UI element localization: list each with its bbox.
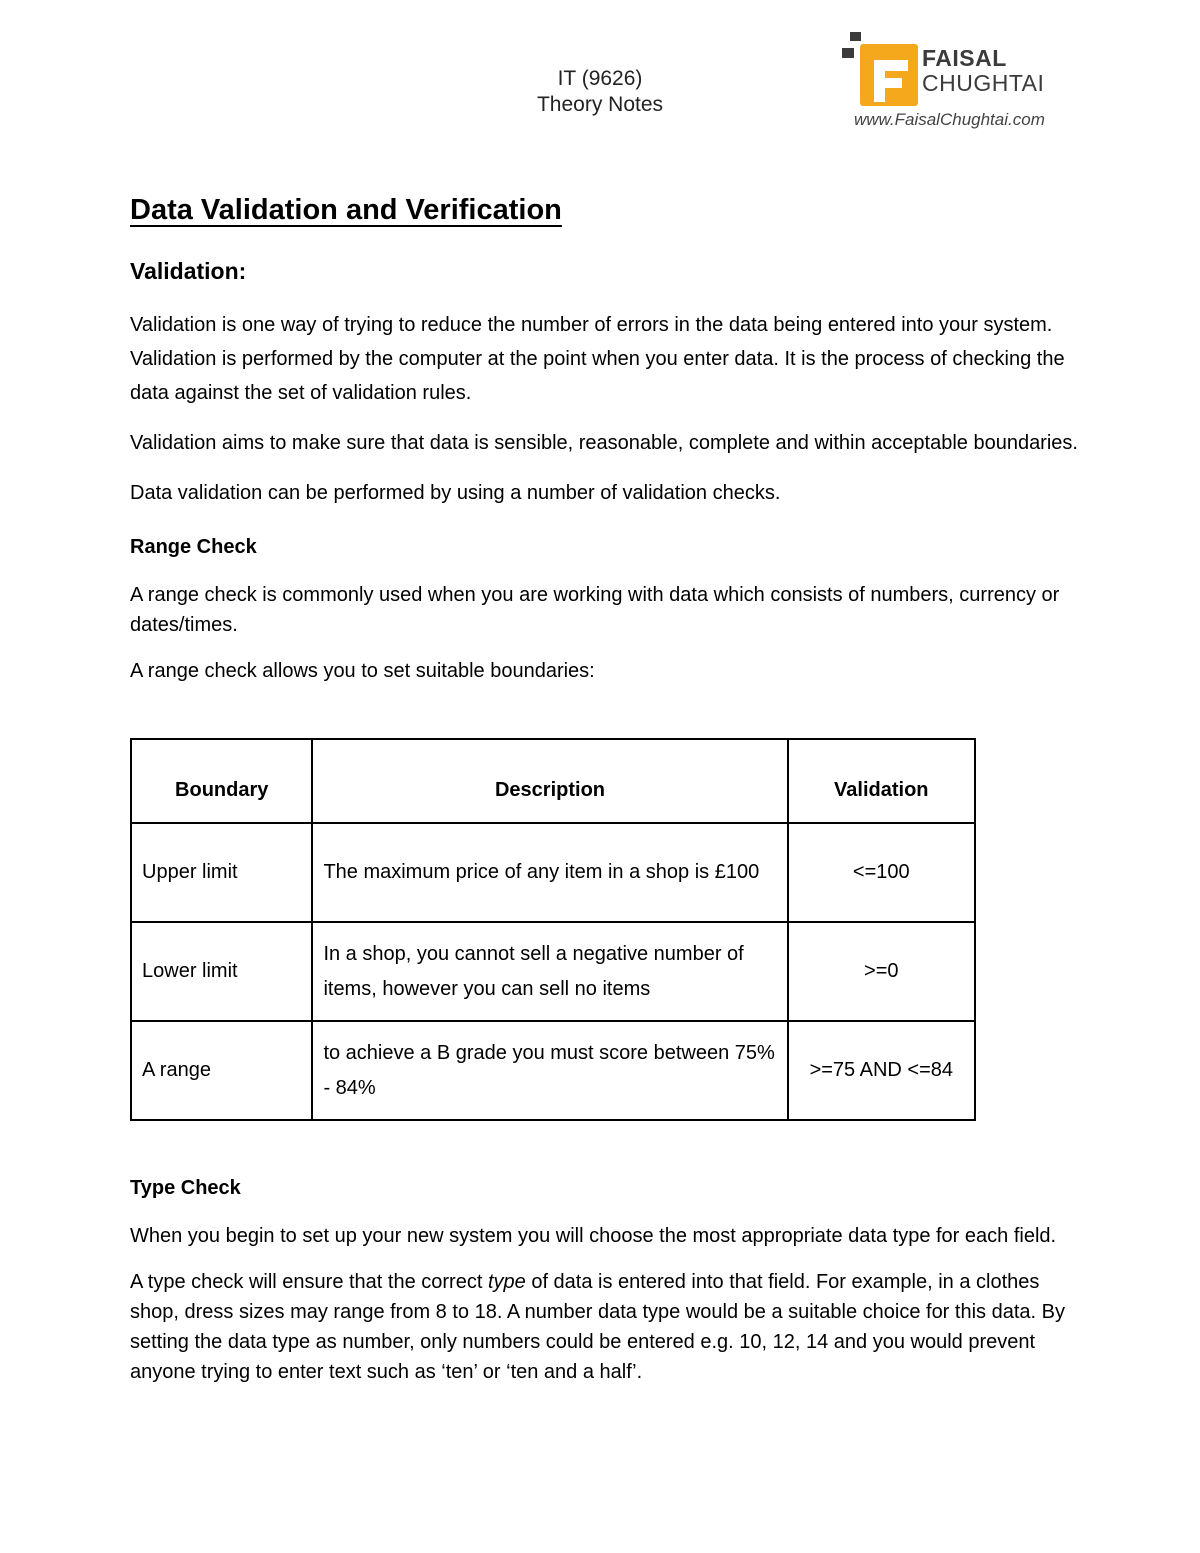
table-header-boundary: Boundary	[131, 739, 312, 823]
faisal-chughtai-logo	[838, 30, 1078, 135]
validation-paragraph-3: Data validation can be performed by using a number of validation checks.	[130, 482, 781, 504]
header-subtitle: Theory Notes	[536, 93, 664, 116]
validation-paragraph-2: Validation aims to make sure that data is sensible, reasonable, complete and within acceptable boundaries.	[130, 432, 1078, 454]
range-check-paragraph-1: A range check is commonly used when you are working with data which consists of numbers, currency or dates/times.	[130, 584, 1060, 636]
table-header-description: Description	[312, 739, 787, 823]
table-cell-boundary: A range	[131, 1021, 312, 1120]
validation-paragraph-1: Validation is one way of trying to reduce the number of errors in the data being entered into your system. Validation is performed by the computer at the point when you enter data. It is the process of checking the data against the set of validation rules.	[130, 314, 1065, 404]
logo-line2: CHUGHTAI	[922, 70, 1045, 96]
table-cell-boundary: Upper limit	[131, 823, 312, 922]
page-title: Data Validation and Verification	[130, 194, 562, 226]
table-cell-description: to achieve a B grade you must score between 75% - 84%	[312, 1021, 787, 1120]
logo-url: www.FaisalChughtai.com	[854, 110, 1045, 129]
table-cell-boundary: Lower limit	[131, 922, 312, 1021]
header-subject: IT (9626)	[557, 67, 643, 90]
table-cell-description: The maximum price of any item in a shop is £100	[312, 823, 787, 922]
table-row	[131, 922, 975, 1021]
type-check-heading: Type Check	[130, 1177, 241, 1199]
table-cell-description: In a shop, you cannot sell a negative number of items, however you can sell no items	[312, 922, 787, 1021]
table-cell-validation: <=100	[788, 823, 975, 922]
validation-heading: Validation:	[130, 258, 247, 284]
table-cell-validation: >=0	[788, 922, 975, 1021]
range-check-heading: Range Check	[130, 536, 257, 558]
table-row	[131, 823, 975, 922]
type-check-text-emphasis: type	[487, 1271, 526, 1293]
logo-name	[922, 46, 1044, 96]
table-cell-validation: >=75 AND <=84	[788, 1021, 975, 1120]
table-header-row	[131, 739, 975, 823]
range-check-table	[130, 738, 976, 1121]
logo-square-small-1	[850, 32, 861, 41]
range-check-paragraph-2: A range check allows you to set suitable boundaries:	[130, 660, 595, 682]
type-check-text-pre: A type check will ensure that the correct	[130, 1271, 488, 1293]
type-check-paragraph-2	[130, 1267, 1090, 1387]
document-body	[130, 190, 1090, 1403]
table-row	[131, 1021, 975, 1120]
table-header-validation: Validation	[788, 739, 975, 823]
type-check-paragraph-1: When you begin to set up your new system you will choose the most appropriate data type for each field.	[130, 1225, 1057, 1247]
logo-square-small-2	[842, 48, 854, 58]
logo-mark-icon	[838, 30, 928, 115]
logo-square-big	[860, 44, 918, 106]
logo-line1: FAISAL	[922, 45, 1007, 71]
type-check-text-post: of data is entered into that field. For example, in a clothes shop, dress sizes may range from 8 to 18. A number data type would be a suitable choice for this data. By setting the data type as number, only numbers could be entered e.g. 10, 12, 14 and you would prevent anyone trying to enter text such as ‘ten’ or ‘ten and a half’.	[130, 1271, 1065, 1383]
